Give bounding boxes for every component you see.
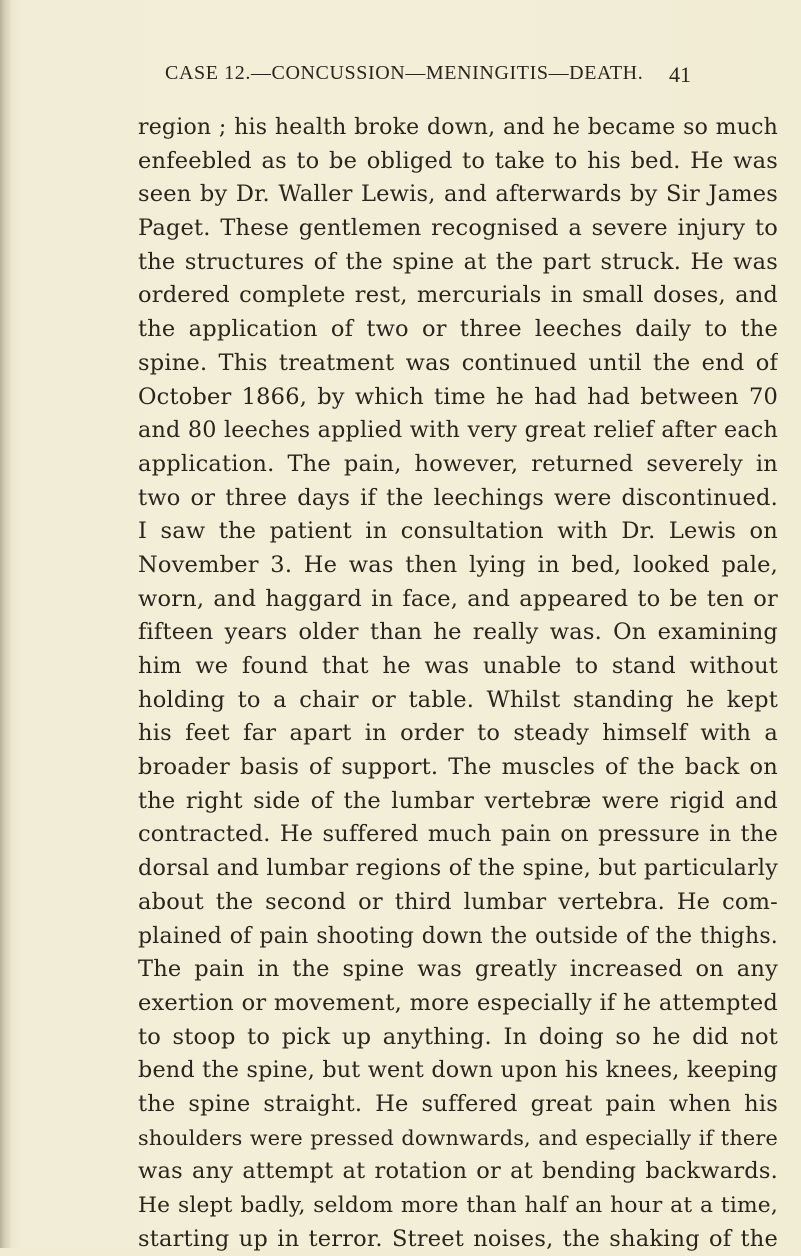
text-line: the spine straight. He suffered great pain when his xyxy=(138,1090,778,1117)
text-line: application. The pain, however, returned severely in xyxy=(138,450,778,477)
text-line: about the second or third lumbar vertebra. He com- xyxy=(138,888,778,915)
text-line: holding to a chair or table. Whilst standing he kept xyxy=(138,686,778,713)
text-line: starting up in terror. Street noises, the shaking of the xyxy=(138,1225,778,1252)
page-header xyxy=(0,62,801,90)
text-line: fifteen years older than he really was. On examining xyxy=(138,619,778,646)
text-line: two or three days if the leechings were discontinued. xyxy=(138,484,778,511)
text-line: to stoop to pick up anything. In doing so he did not xyxy=(138,1023,778,1050)
text-line: and 80 leeches applied with very great relief after each xyxy=(138,417,778,444)
text-line: him we found that he was unable to stand without xyxy=(138,653,778,679)
text-line: region ; his health broke down, and he became so much xyxy=(138,115,778,140)
text-line: worn, and haggard in face, and appeared to be ten or xyxy=(138,585,778,612)
page-number: 41 xyxy=(669,62,691,87)
binding-shadow xyxy=(0,0,12,1248)
text-line: exertion or movement, more especially if he attempted xyxy=(138,989,778,1016)
text-line: The pain in the spine was greatly increased on any xyxy=(138,956,778,983)
text-line: broader basis of support. The muscles of the back on xyxy=(138,754,778,781)
text-line: contracted. He suffered much pain on pressure in the xyxy=(138,821,778,848)
text-line: He slept badly, seldom more than half an hour at a time, xyxy=(138,1193,778,1218)
text-line: was any attempt at rotation or at bending backwards. xyxy=(138,1158,778,1185)
text-line: the structures of the spine at the part struck. He was xyxy=(138,248,778,275)
text-line: enfeebled as to be obliged to take to his bed. He was xyxy=(138,147,778,174)
text-line: bend the spine, but went down upon his knees, keeping xyxy=(138,1057,778,1084)
text-line: I saw the patient in consultation with Dr. Lewis on xyxy=(138,518,778,545)
running-head: CASE 12.—CONCUSSION—MENINGITIS—DEATH. xyxy=(165,62,644,84)
body-text xyxy=(138,111,778,1256)
text-line: the right side of the lumbar vertebræ were rigid and xyxy=(138,787,778,814)
text-line: November 3. He was then lying in bed, looked pale, xyxy=(138,551,778,578)
text-line: his feet far apart in order to steady himself with a xyxy=(138,720,778,747)
text-line: dorsal and lumbar regions of the spine, but particularly xyxy=(138,855,778,882)
text-line: spine. This treatment was continued until the end of xyxy=(138,349,778,376)
text-line: shoulders were pressed downwards, and especially if there xyxy=(138,1125,778,1150)
text-line: plained of pain shooting down the outside of the thighs. xyxy=(138,923,778,949)
text-line: seen by Dr. Waller Lewis, and afterwards by Sir James xyxy=(138,181,778,208)
text-line: October 1866, by which time he had had between 70 xyxy=(138,383,778,410)
text-line: Paget. These gentlemen recognised a severe injury to xyxy=(138,215,778,242)
text-line: the application of two or three leeches daily to the xyxy=(138,316,778,343)
text-line: ordered complete rest, mercurials in small doses, and xyxy=(138,282,778,309)
